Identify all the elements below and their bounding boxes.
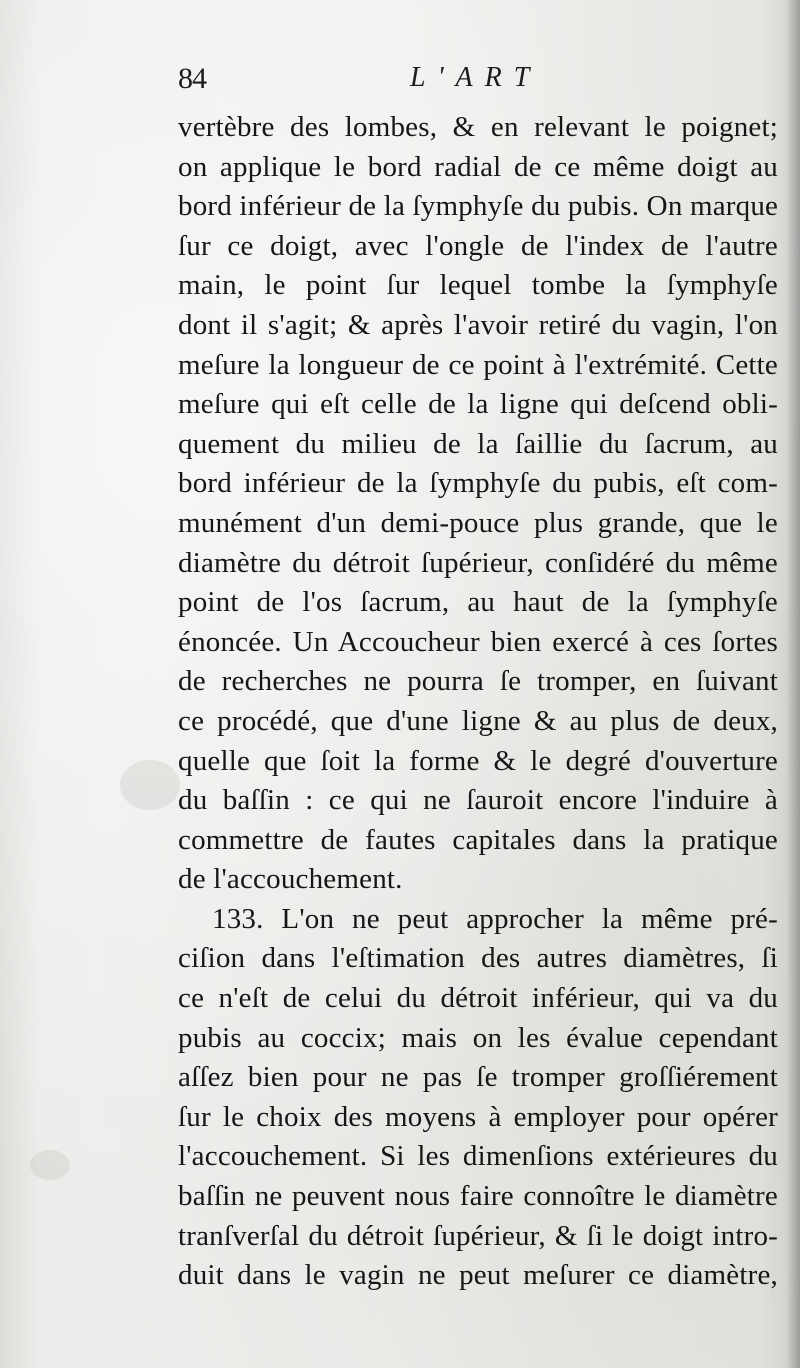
text-line: ſur ce doigt, avec l'ongle de l'index de l'autre (178, 229, 778, 262)
page-number: 84 (178, 62, 206, 95)
page-header (178, 62, 778, 102)
text-line: dont il s'agit; & après l'avoir retiré du vagin, l'on (178, 308, 778, 341)
text-line: aſſez bien pour ne pas ſe tromper groſſiérement (178, 1061, 778, 1094)
paper-stain (30, 1150, 70, 1180)
text-line: 133. L'on ne peut approcher la même pré- (212, 902, 778, 935)
text-line: on applique le bord radial de ce même doigt au (178, 150, 778, 183)
text-line: quement du milieu de la ſaillie du ſacrum, au (178, 427, 778, 460)
text-line: main, le point ſur lequel tombe la ſymphyſe (178, 269, 778, 302)
text-line: point de l'os ſacrum, au haut de la ſymphyſe (178, 586, 778, 619)
text-line: l'accouchement. Si les dimenſions extérieures du (178, 1140, 778, 1173)
text-line: énoncée. Un Accoucheur bien exercé à ces ſortes (178, 625, 778, 658)
text-line: baſſin ne peuvent nous faire connoître le diamètre (178, 1180, 778, 1213)
text-line: duit dans le vagin ne peut meſurer ce diamètre, (178, 1259, 778, 1292)
text-line: ſur le choix des moyens à employer pour opérer (178, 1100, 778, 1133)
text-line: meſure la longueur de ce point à l'extrémité. Cette (178, 348, 778, 381)
text-line: bord inférieur de la ſymphyſe du pubis, eſt com- (178, 467, 778, 500)
text-line: vertèbre des lombes, & en relevant le poignet; (178, 111, 778, 143)
text-line: munément d'un demi-pouce plus grande, que le (178, 506, 778, 539)
paper-stain (120, 760, 180, 810)
text-line: pubis au coccix; mais on les évalue cependant (178, 1021, 778, 1054)
text-line: diamètre du détroit ſupérieur, conſidéré du même (178, 546, 778, 579)
text-line: tranſverſal du détroit ſupérieur, & ſi le doigt intro- (178, 1219, 778, 1252)
text-line: commettre de fautes capitales dans la pratique (178, 823, 778, 856)
running-title: L'ART (410, 62, 542, 93)
text-line: de l'accouchement. (178, 863, 403, 896)
text-line: ce n'eſt de celui du détroit inférieur, qui va du (178, 982, 778, 1015)
text-line: ce procédé, que d'une ligne & au plus de deux, (178, 704, 778, 737)
text-line: de recherches ne pourra ſe tromper, en ſuivant (178, 665, 778, 698)
page-edge-shadow (786, 0, 800, 1368)
text-line: ciſion dans l'eſtimation des autres diamètres, ſi (178, 942, 778, 975)
text-line: bord inférieur de la ſymphyſe du pubis. On marque (178, 190, 779, 223)
text-line: quelle que ſoit la forme & le degré d'ouverture (178, 744, 778, 777)
text-line: du baſſin : ce qui ne ſauroit encore l'induire à (178, 784, 778, 817)
body-text (178, 108, 778, 1296)
text-line: meſure qui eſt celle de la ligne qui deſcend obli- (178, 388, 778, 421)
